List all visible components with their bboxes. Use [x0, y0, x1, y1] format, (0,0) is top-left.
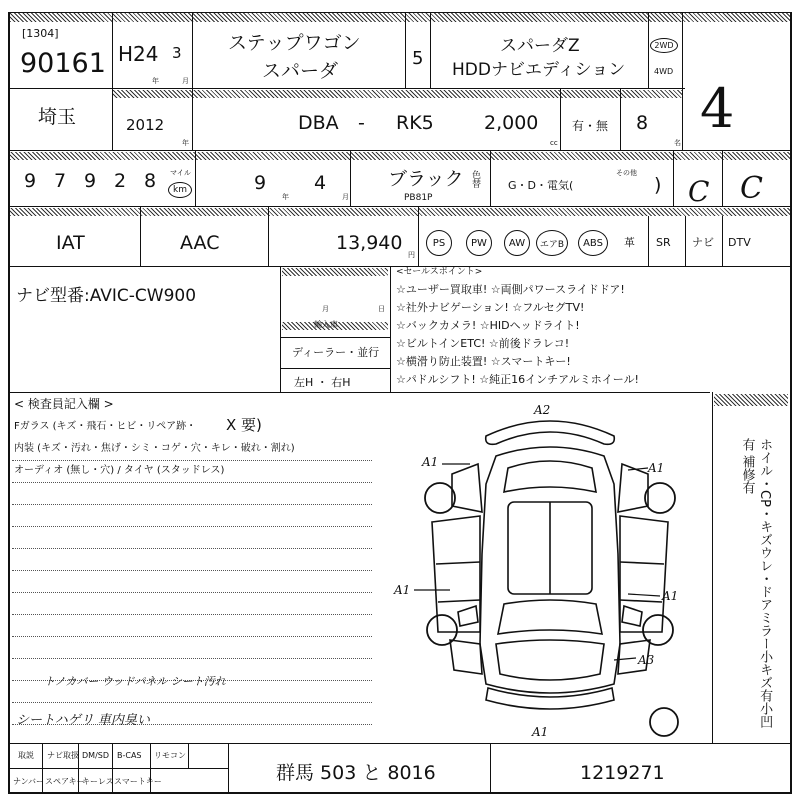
model-name: ステップワゴン: [228, 32, 361, 54]
footer-cell: キーレス: [82, 777, 114, 786]
audio-tire-condition: オーディオ (無し・穴) / タイヤ (スタッドレス): [14, 465, 225, 476]
recycle-fee: 13,940: [336, 232, 403, 254]
color-code: PB81P: [404, 193, 433, 203]
mileage-digit: 7: [54, 170, 67, 192]
row2-hatch: [112, 90, 682, 98]
chassis-number: 1219271: [580, 762, 665, 784]
region: 埼玉: [38, 106, 77, 128]
footer-cell: ナンバー: [13, 777, 45, 786]
wheel-front-right: [643, 615, 673, 645]
wheel-rear-left: [425, 483, 455, 513]
sales-point: ☆パドルシフト! ☆純正16インチアルミホイール!: [396, 373, 639, 386]
footer-cell: 取説: [18, 751, 34, 760]
equipment-abs: ABS: [578, 230, 608, 256]
damage-mark: A1: [662, 589, 679, 603]
mileage-digit: 9: [24, 170, 37, 192]
exterior-grade: C: [688, 175, 710, 208]
mileage-digit: 2: [114, 170, 127, 192]
registration-era-year: H24: [118, 42, 159, 66]
glass-condition: Fガラス (キズ・飛石・ヒビ・リペア跡・: [14, 421, 197, 432]
inspection-month: 4: [314, 172, 327, 194]
auction-score: 4: [700, 77, 735, 140]
sales-point: ☆社外ナビゲーション! ☆フルセグTV!: [396, 301, 585, 314]
footer-cell: DM/SD: [82, 751, 109, 760]
equipment-leather: 革: [624, 236, 635, 249]
drive-2wd-circle: 2WD: [650, 38, 678, 53]
sales-point: ☆ビルトインETC! ☆前後ドラレコ!: [396, 337, 570, 350]
option-yes-no: 有・無: [572, 119, 609, 133]
displacement: 2,000: [484, 112, 539, 134]
equipment-aw: AW: [504, 230, 530, 256]
equipment-dtv: DTV: [728, 236, 751, 249]
registration-month: 3: [172, 44, 182, 62]
footer-cell: リモコン: [154, 751, 186, 760]
mileage-digit: 8: [144, 170, 157, 192]
interior-grade: C: [740, 171, 763, 206]
handwritten-note: シートハゲリ 車内臭い: [16, 713, 150, 728]
km-circle: km: [168, 182, 192, 198]
row4-hatch: [10, 208, 790, 216]
wheel-rear-right: [645, 483, 675, 513]
lot-number: 90161: [20, 48, 106, 79]
seat-count: 8: [636, 112, 649, 134]
equipment-ps: PS: [426, 230, 452, 256]
fuel-options: G・D・電気(: [508, 179, 574, 192]
footer-cell: スマートキー: [114, 777, 162, 786]
transmission: IAT: [56, 232, 85, 254]
sales-point: ☆横滑り防止装置! ☆スマートキー!: [396, 355, 571, 368]
left-mirror: [458, 606, 478, 626]
grade-edition: HDDナビエディション: [452, 60, 626, 80]
footer-cell: ナビ取扱: [47, 751, 79, 760]
side-panel-notes: ホイル・CP・キズウレ・ドアミラー小キズ有小凹有 補修有: [739, 438, 773, 728]
damage-mark: A2: [534, 403, 551, 417]
spare-wheel: [650, 708, 678, 736]
aircon: AAC: [180, 232, 220, 254]
type-prefix: DBA: [298, 112, 339, 134]
footer-cell: B-CAS: [117, 751, 142, 760]
wheel-front-left: [427, 615, 457, 645]
right-mirror: [622, 606, 642, 626]
damage-mark: A1: [394, 583, 411, 597]
door-count: 5: [412, 48, 424, 69]
damage-mark: A1: [422, 455, 439, 469]
drive-4wd: 4WD: [654, 67, 674, 76]
steering-side: 左H ・ 右H: [294, 376, 351, 389]
model-subname: スパーダ: [262, 60, 339, 82]
equipment-airbag: エアB: [536, 230, 568, 256]
grade-name: スパーダZ: [500, 36, 580, 56]
damage-mark: A1: [532, 725, 549, 739]
footer-cell: スペアキー: [45, 777, 85, 786]
type-code: RK5: [396, 112, 434, 134]
rear-window-shape: [504, 461, 596, 492]
equipment-pw: PW: [466, 230, 492, 256]
rear-spoiler-shape: [486, 421, 615, 444]
handwritten-note: トノカバー ウッドパネル シート汚れ: [44, 675, 226, 688]
damage-mark: A1: [648, 461, 665, 475]
expiry-hatch: [282, 268, 388, 276]
color-change-label: 色替: [470, 170, 480, 188]
model-year: 2012: [126, 116, 165, 134]
inspector-title: < 検査員記入欄 >: [14, 397, 114, 411]
glass-mark: X 要): [226, 416, 262, 434]
windshield-shape: [498, 600, 602, 634]
navi-model: ナビ型番:AVIC-CW900: [16, 286, 197, 306]
sales-points-title: <セールスポイント>: [396, 267, 483, 277]
interior-condition: 内装 (キズ・汚れ・焦げ・シミ・コゲ・穴・キレ・破れ・割れ): [14, 443, 295, 454]
sales-point: ☆ユーザー買取車! ☆両側パワースライドドア!: [396, 283, 625, 296]
header-hatch: [10, 13, 790, 22]
car-damage-diagram: [392, 394, 710, 742]
inspection-year: 9: [254, 172, 267, 194]
equipment-navi: ナビ: [692, 236, 714, 249]
mile-label: マイル: [170, 169, 191, 177]
hood-shape: [496, 640, 604, 680]
license-plate: 群馬 503 と 8016: [276, 762, 436, 784]
equipment-sr: SR: [656, 236, 671, 249]
import-label: 輸入車: [314, 320, 338, 329]
lot-code: [1304]: [22, 27, 59, 40]
damage-mark: A3: [638, 653, 655, 667]
side-panel-hatch: [714, 394, 788, 406]
body-color: ブラック: [388, 168, 464, 190]
sales-point: ☆バックカメラ! ☆HIDヘッドライト!: [396, 319, 580, 332]
mileage-digit: 9: [84, 170, 97, 192]
dealer-import: ディーラー・並行: [292, 346, 380, 359]
front-bumper: [486, 688, 614, 709]
